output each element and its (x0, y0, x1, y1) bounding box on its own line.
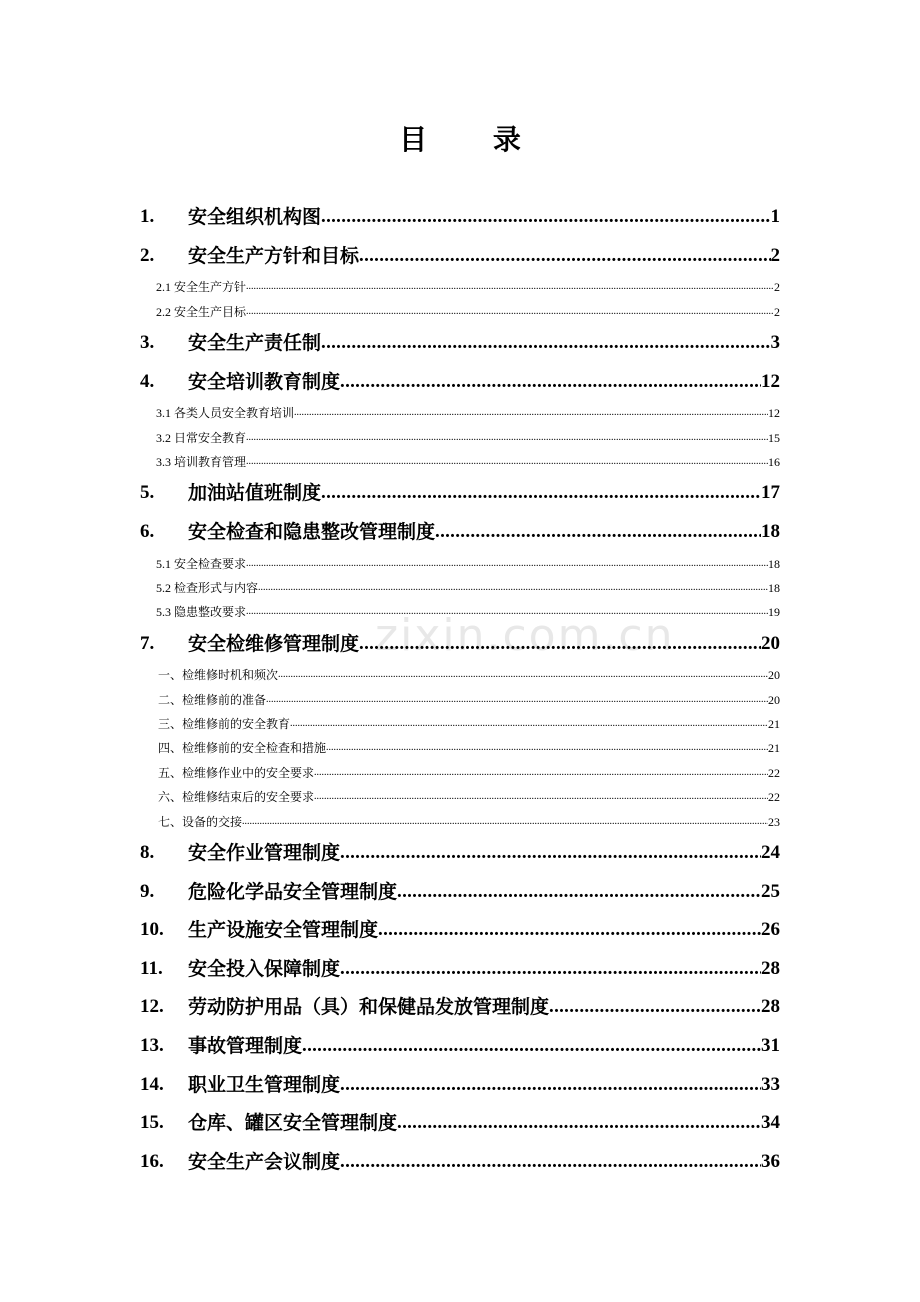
toc-chapter-entry[interactable] (140, 513, 780, 552)
toc-entry-number: 14. (140, 1073, 164, 1095)
toc-entry-page-number: 3 (770, 331, 780, 353)
toc-entry-title: 一、检维修时机和频次 (158, 668, 279, 683)
toc-entry-page-number: 28 (761, 996, 780, 1018)
toc-section-entry[interactable] (140, 761, 780, 785)
toc-entry-title: 三、检维修前的安全教育 (158, 717, 291, 732)
toc-entry-title: 安全生产会议制度 (188, 1150, 341, 1173)
toc-chapter-entry[interactable] (140, 237, 780, 276)
toc-entry-page-number: 24 (761, 842, 780, 864)
toc-section-entry[interactable] (140, 712, 780, 736)
toc-dot-leader (314, 785, 768, 809)
toc-chapter-entry[interactable] (140, 1066, 780, 1105)
toc-entry-title: 5.1 安全检查要求 (156, 556, 247, 571)
toc-section-entry[interactable] (140, 600, 780, 624)
toc-entry-page-number: 21 (768, 741, 780, 756)
toc-dot-leader (378, 911, 761, 950)
toc-dot-leader (340, 1066, 761, 1105)
toc-dot-leader (314, 761, 768, 785)
toc-dot-leader (397, 1104, 761, 1143)
toc-section-entry[interactable] (140, 401, 780, 425)
toc-entry-number: 8. (140, 842, 155, 864)
toc-entry-title: 3.2 日常安全教育 (156, 430, 247, 445)
toc-section-entry[interactable] (140, 736, 780, 760)
page-title: 目 录 (399, 123, 549, 156)
toc-entry-title: 四、检维修前的安全检查和措施 (158, 741, 327, 756)
toc-dot-leader (246, 275, 774, 299)
toc-entry-page-number: 18 (768, 580, 780, 595)
toc-entry-number: 12. (140, 996, 164, 1018)
toc-dot-leader (326, 736, 768, 760)
toc-section-entry[interactable] (140, 810, 780, 834)
toc-chapter-entry[interactable] (140, 873, 780, 912)
toc-entry-title: 2.2 安全生产目标 (156, 304, 247, 319)
toc-entry-title: 仓库、罐区安全管理制度 (188, 1112, 398, 1135)
toc-chapter-entry[interactable] (140, 324, 780, 363)
toc-entry-page-number: 18 (768, 556, 780, 571)
toc-dot-leader (359, 625, 761, 664)
toc-entry-number: 13. (140, 1034, 164, 1056)
toc-entry-title: 事故管理制度 (188, 1034, 303, 1057)
toc-entry-title: 危险化学品安全管理制度 (188, 880, 398, 903)
toc-entry-page-number: 15 (768, 430, 780, 445)
toc-entry-number: 4. (140, 370, 155, 392)
toc-entry-page-number: 12 (761, 370, 780, 392)
toc-chapter-entry[interactable] (140, 363, 780, 402)
toc-dot-leader (321, 198, 770, 237)
toc-entry-title: 3.3 培训教育管理 (156, 454, 247, 469)
toc-entry-page-number: 28 (761, 957, 780, 979)
toc-entry-page-number: 26 (761, 919, 780, 941)
toc-entry-page-number: 17 (761, 482, 780, 504)
toc-section-entry[interactable] (140, 688, 780, 712)
toc-chapter-entry[interactable] (140, 950, 780, 989)
table-of-contents (140, 198, 780, 1181)
toc-entry-title: 2.1 安全生产方针 (156, 280, 247, 295)
toc-entry-page-number: 20 (761, 632, 780, 654)
toc-entry-title: 安全培训教育制度 (188, 370, 341, 393)
toc-entry-page-number: 21 (768, 717, 780, 732)
toc-chapter-entry[interactable] (140, 625, 780, 664)
toc-section-entry[interactable] (140, 552, 780, 576)
toc-entry-page-number: 20 (768, 668, 780, 683)
toc-entry-title: 六、检维修结束后的安全要求 (158, 790, 315, 805)
toc-chapter-entry[interactable] (140, 911, 780, 950)
toc-entry-title: 二、检维修前的准备 (158, 692, 267, 707)
toc-chapter-entry[interactable] (140, 198, 780, 237)
toc-entry-title: 安全作业管理制度 (188, 842, 341, 865)
toc-entry-title: 职业卫生管理制度 (188, 1073, 341, 1096)
toc-dot-leader (242, 810, 768, 834)
toc-dot-leader (246, 552, 768, 576)
toc-entry-title: 安全检查和隐患整改管理制度 (188, 520, 436, 543)
toc-dot-leader (294, 401, 768, 425)
toc-dot-leader (246, 426, 768, 450)
toc-section-entry[interactable] (140, 663, 780, 687)
toc-entry-title: 安全生产责任制 (188, 331, 322, 354)
toc-entry-page-number: 18 (761, 520, 780, 542)
toc-entry-title: 生产设施安全管理制度 (188, 919, 379, 942)
toc-entry-title: 七、设备的交接 (158, 814, 243, 829)
toc-entry-page-number: 34 (761, 1112, 780, 1134)
toc-entry-title: 安全组织机构图 (188, 206, 322, 228)
toc-entry-number: 7. (140, 632, 155, 654)
toc-dot-leader (359, 237, 770, 276)
toc-dot-leader (258, 576, 768, 600)
toc-entry-number: 3. (140, 331, 155, 353)
toc-section-entry[interactable] (140, 275, 780, 299)
toc-entry-title: 3.1 各类人员安全教育培训 (156, 406, 295, 421)
toc-dot-leader (397, 873, 761, 912)
toc-entry-number: 5. (140, 482, 155, 504)
toc-dot-leader (246, 600, 768, 624)
toc-entry-number: 2. (140, 244, 155, 266)
toc-section-entry[interactable] (140, 450, 780, 474)
toc-chapter-entry[interactable] (140, 1104, 780, 1143)
toc-entry-page-number: 2 (774, 304, 780, 319)
toc-chapter-entry[interactable] (140, 1143, 780, 1182)
toc-section-entry[interactable] (140, 300, 780, 324)
toc-entry-page-number: 33 (761, 1073, 780, 1095)
toc-dot-leader (549, 988, 761, 1027)
toc-entry-number: 16. (140, 1150, 164, 1172)
toc-entry-number: 6. (140, 520, 155, 542)
toc-entry-page-number: 25 (761, 880, 780, 902)
toc-entry-number: 9. (140, 880, 155, 902)
toc-dot-leader (340, 363, 761, 402)
toc-dot-leader (278, 663, 768, 687)
toc-entry-title: 安全生产方针和目标 (188, 244, 360, 267)
toc-entry-title: 安全投入保障制度 (188, 957, 341, 980)
toc-entry-title: 5.3 隐患整改要求 (156, 605, 247, 620)
toc-entry-number: 11. (140, 957, 163, 979)
toc-entry-page-number: 19 (768, 605, 780, 620)
toc-entry-page-number: 12 (768, 406, 780, 421)
toc-dot-leader (340, 834, 761, 873)
toc-entry-page-number: 2 (774, 280, 780, 295)
toc-section-entry[interactable] (140, 576, 780, 600)
toc-section-entry[interactable] (140, 785, 780, 809)
toc-dot-leader (321, 324, 770, 363)
toc-entry-number: 1. (140, 206, 155, 227)
toc-entry-page-number: 20 (768, 692, 780, 707)
toc-dot-leader (435, 513, 761, 552)
toc-dot-leader (321, 474, 761, 513)
toc-dot-leader (246, 450, 768, 474)
toc-entry-page-number: 36 (761, 1150, 780, 1172)
toc-entry-page-number: 22 (768, 765, 780, 780)
toc-entry-page-number: 2 (770, 244, 780, 266)
toc-chapter-entry[interactable] (140, 1027, 780, 1066)
toc-entry-number: 10. (140, 919, 164, 941)
watermark: zixin.com.cn (375, 610, 675, 661)
toc-dot-leader (340, 950, 761, 989)
toc-entry-page-number: 22 (768, 790, 780, 805)
toc-entry-title: 劳动防护用品（具）和保健品发放管理制度 (188, 996, 550, 1019)
toc-entry-page-number: 23 (768, 814, 780, 829)
toc-entry-title: 加油站值班制度 (188, 482, 322, 505)
toc-entry-number: 15. (140, 1112, 164, 1134)
toc-dot-leader (340, 1143, 761, 1182)
toc-entry-title: 五、检维修作业中的安全要求 (158, 765, 315, 780)
toc-chapter-entry[interactable] (140, 834, 780, 873)
toc-entry-page-number: 16 (768, 454, 780, 469)
toc-dot-leader (302, 1027, 761, 1066)
toc-dot-leader (290, 712, 768, 736)
toc-chapter-entry[interactable] (140, 474, 780, 513)
toc-entry-page-number: 31 (761, 1034, 780, 1056)
toc-dot-leader (266, 688, 768, 712)
toc-section-entry[interactable] (140, 426, 780, 450)
toc-chapter-entry[interactable] (140, 988, 780, 1027)
toc-dot-leader (246, 300, 774, 324)
toc-entry-title: 安全检维修管理制度 (188, 632, 360, 655)
toc-entry-title: 5.2 检查形式与内容 (156, 580, 259, 595)
toc-entry-page-number: 1 (770, 206, 780, 227)
